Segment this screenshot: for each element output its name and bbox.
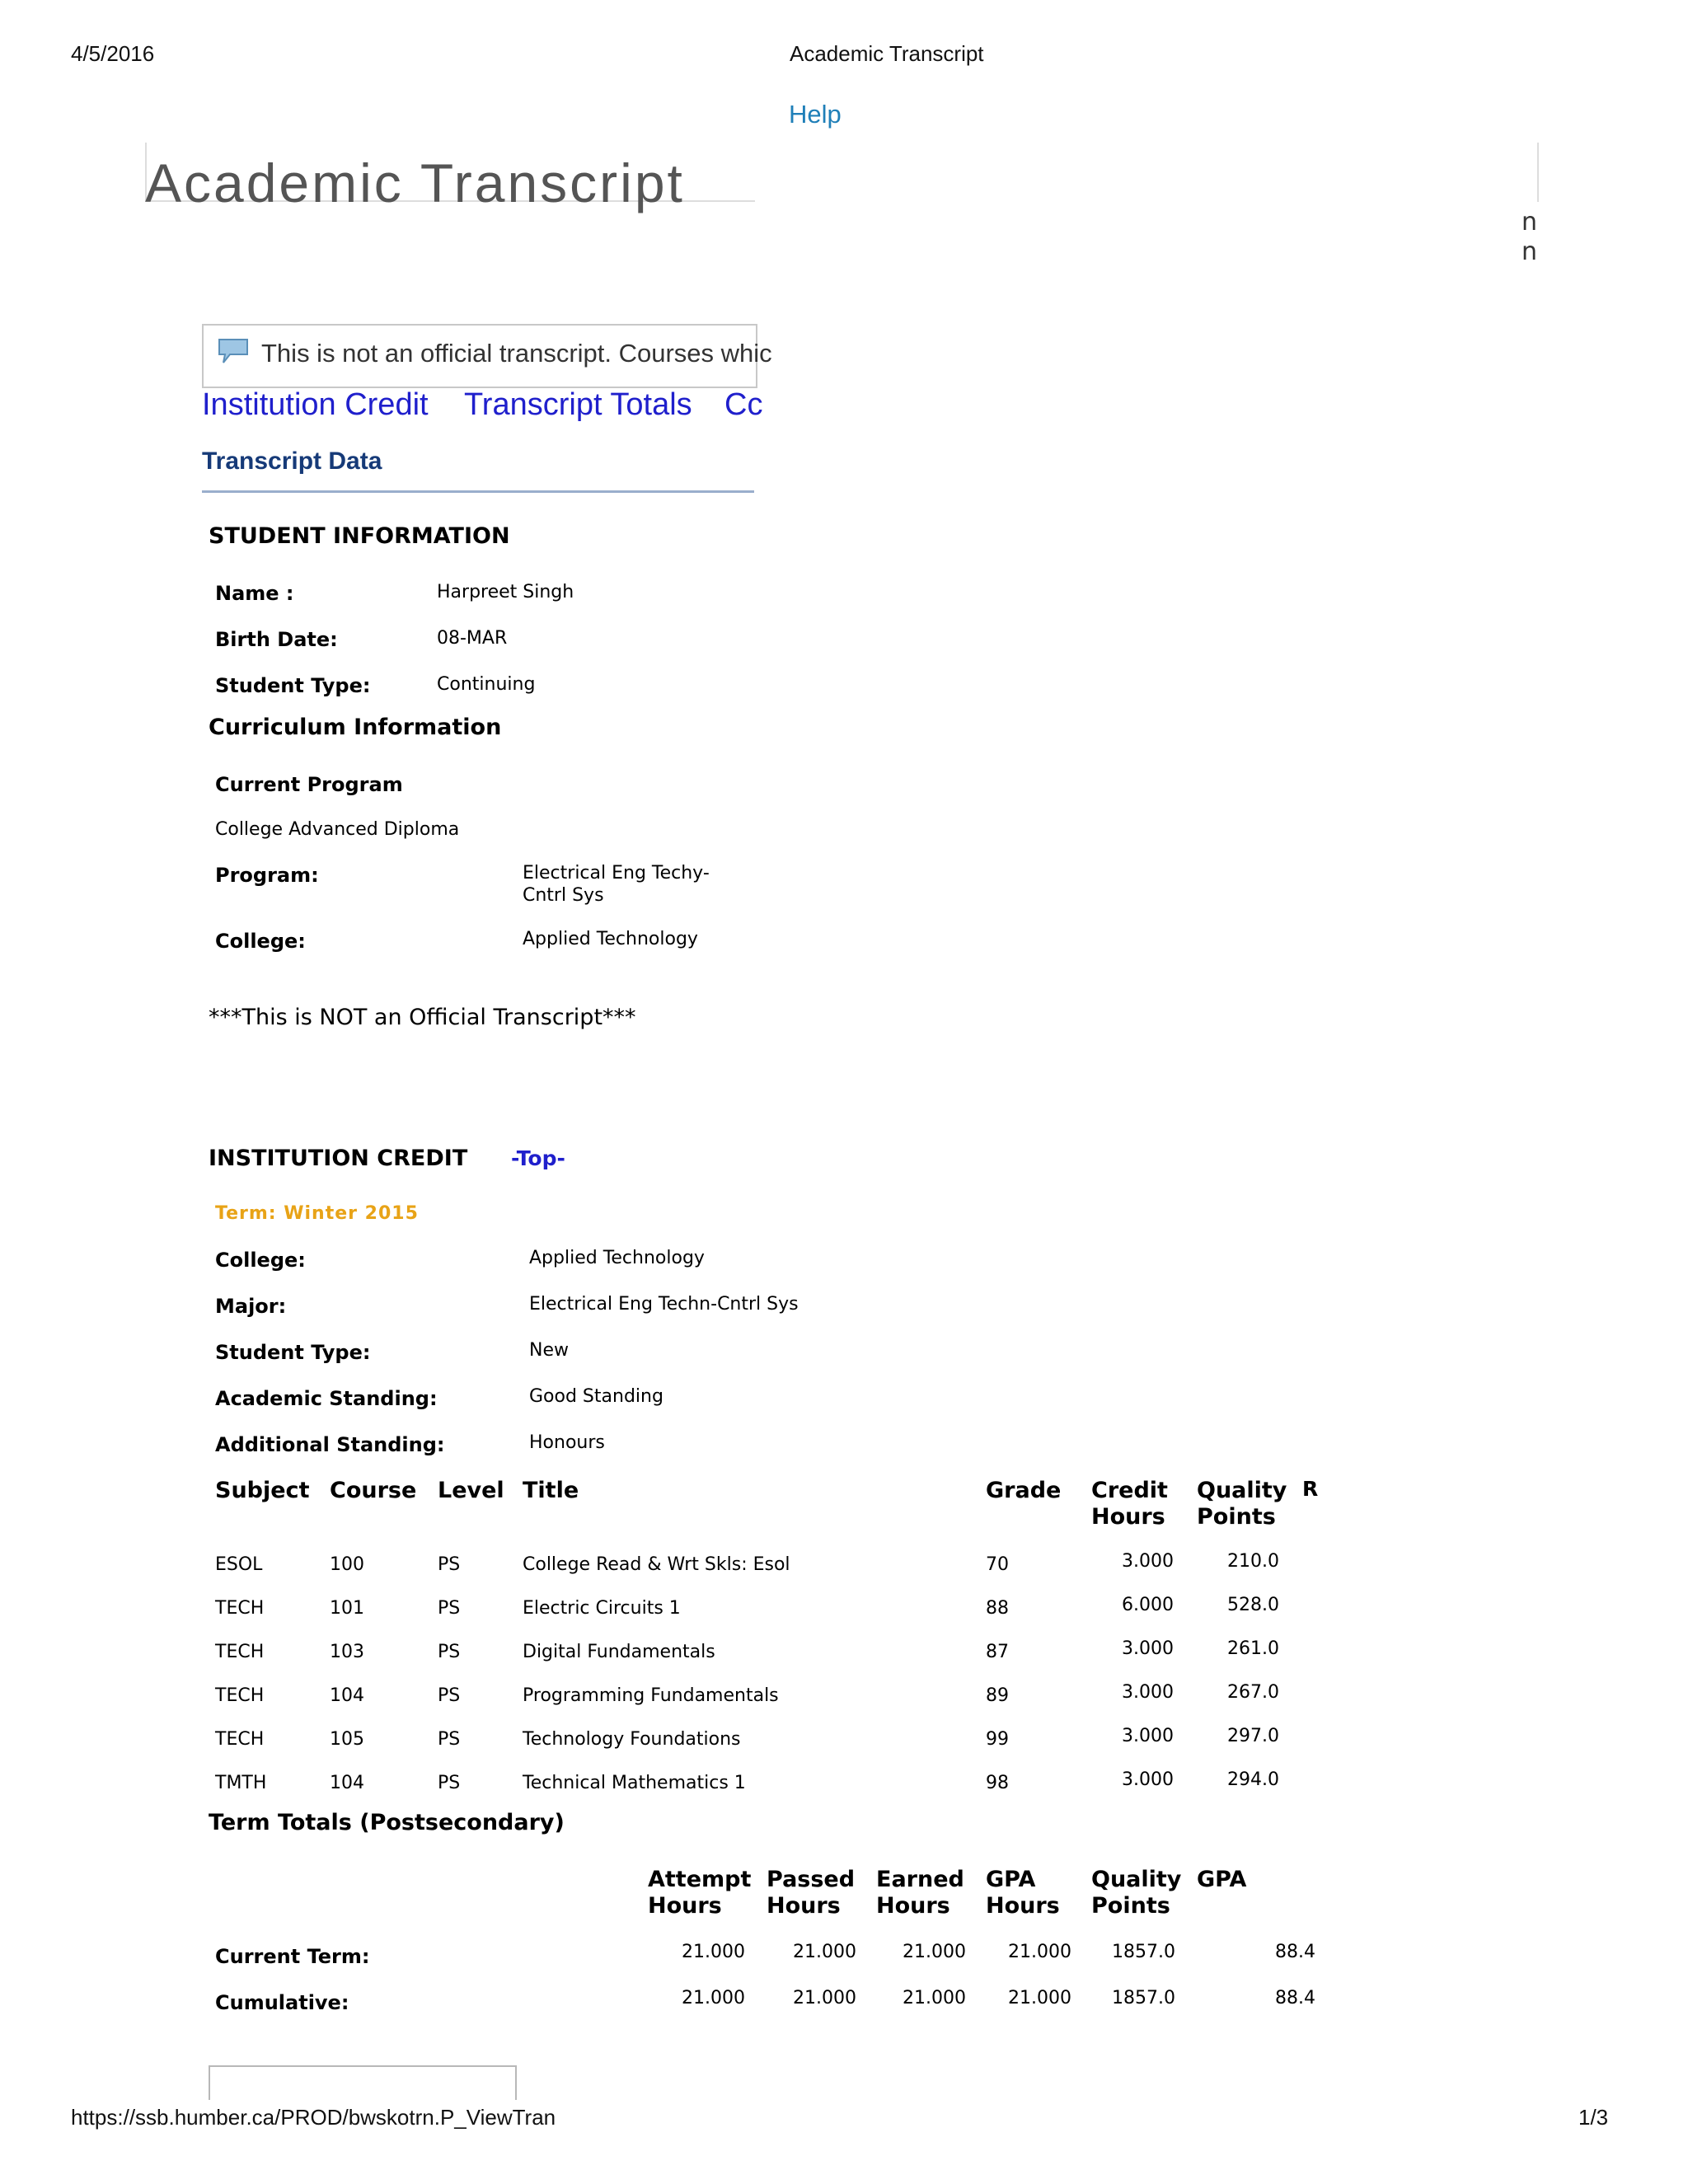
print-date: 4/5/2016 <box>71 41 155 66</box>
totals-earned: 21.000 <box>903 1988 966 2008</box>
totals-col-header-line1: Passed <box>767 1867 856 1892</box>
not-official-notice: ***This is NOT an Official Transcript*** <box>209 1005 636 1030</box>
program-value-line1: Electrical Eng Techy- <box>523 863 710 883</box>
clipped-glyph: n <box>1522 208 1538 237</box>
row-credit-hours: 6.000 <box>1122 1595 1174 1615</box>
row-course: 103 <box>330 1642 364 1662</box>
row-quality-points: 528.0 <box>1227 1595 1279 1615</box>
page-title: Academic Transcript <box>145 152 685 213</box>
row-quality-points: 297.0 <box>1227 1726 1279 1746</box>
ic-college-label: College: <box>215 1249 306 1272</box>
title-frame-right <box>1537 143 1539 202</box>
totals-col-header <box>767 1867 855 1919</box>
totals-col-header <box>1197 1867 1246 1893</box>
totals-passed: 21.000 <box>793 1988 856 2008</box>
notice-text: This is not an official transcript. Courses whic <box>261 339 772 368</box>
term-totals-heading: Term Totals (Postsecondary) <box>209 1810 565 1835</box>
row-subject: TECH <box>215 1729 265 1750</box>
totals-col-header-line1: Quality <box>1091 1867 1182 1892</box>
row-grade: 99 <box>986 1729 1009 1750</box>
row-level: PS <box>438 1642 461 1662</box>
additional-standing-value: Honours <box>529 1432 605 1453</box>
row-level: PS <box>438 1729 461 1750</box>
row-level: PS <box>438 1598 461 1619</box>
row-credit-hours: 3.000 <box>1122 1551 1174 1572</box>
term-label: Term: Winter 2015 <box>215 1203 419 1224</box>
row-subject: TECH <box>215 1598 265 1619</box>
birth-date-label: Birth Date: <box>215 628 338 651</box>
college-value: Applied Technology <box>523 929 698 949</box>
col-subject: Subject <box>215 1478 310 1503</box>
institution-credit-heading: INSTITUTION CREDIT <box>209 1146 468 1171</box>
totals-col-header-line2: Hours <box>767 1893 841 1919</box>
current-program-label: Current Program <box>215 773 403 796</box>
row-credit-hours: 3.000 <box>1122 1726 1174 1746</box>
totals-row-label: Cumulative: <box>215 1991 349 2014</box>
col-credit-line1: Credit <box>1091 1478 1168 1503</box>
program-label: Program: <box>215 864 319 887</box>
totals-col-header-line1: GPA <box>1197 1867 1247 1892</box>
academic-standing-value: Good Standing <box>529 1386 663 1407</box>
student-type-label: Student Type: <box>215 674 371 697</box>
print-page-number: 1/3 <box>1578 2105 1609 2130</box>
cut-off-box <box>209 2065 517 2100</box>
totals-gpa: 88.4 <box>1275 1942 1315 1962</box>
row-quality-points: 261.0 <box>1227 1638 1279 1659</box>
name-value: Harpreet Singh <box>437 582 574 602</box>
row-title: Technical Mathematics 1 <box>523 1773 746 1793</box>
row-level: PS <box>438 1773 461 1793</box>
totals-col-header-line2: Hours <box>986 1893 1060 1919</box>
section-rule <box>202 490 754 493</box>
row-course: 104 <box>330 1773 364 1793</box>
row-title: College Read & Wrt Skls: Esol <box>523 1554 790 1575</box>
row-credit-hours: 3.000 <box>1122 1682 1174 1703</box>
totals-col-header <box>648 1867 751 1919</box>
row-grade: 87 <box>986 1642 1009 1662</box>
curriculum-heading: Curriculum Information <box>209 715 502 740</box>
row-quality-points: 294.0 <box>1227 1769 1279 1790</box>
totals-earned: 21.000 <box>903 1942 966 1962</box>
totals-col-header <box>986 1867 1060 1919</box>
col-level: Level <box>438 1478 504 1503</box>
nav-institution-credit[interactable]: Institution Credit <box>202 387 429 422</box>
totals-gpa: 88.4 <box>1275 1988 1315 2008</box>
speech-bubble-icon <box>217 337 250 368</box>
totals-col-header-line2: Hours <box>648 1893 722 1919</box>
row-quality-points: 210.0 <box>1227 1551 1279 1572</box>
totals-points: 1857.0 <box>1112 1988 1175 2008</box>
birth-date-value: 08-MAR <box>437 628 508 649</box>
row-subject: ESOL <box>215 1554 263 1575</box>
totals-passed: 21.000 <box>793 1942 856 1962</box>
notice-box <box>202 324 772 388</box>
student-type-value: Continuing <box>437 674 536 695</box>
row-title: Digital Fundamentals <box>523 1642 715 1662</box>
ic-student-type-value: New <box>529 1340 569 1361</box>
help-link[interactable]: Help <box>789 100 842 129</box>
row-grade: 89 <box>986 1685 1009 1706</box>
row-level: PS <box>438 1554 461 1575</box>
totals-row-label: Current Term: <box>215 1945 370 1968</box>
totals-col-header-line2: Points <box>1091 1893 1170 1919</box>
row-grade: 98 <box>986 1773 1009 1793</box>
totals-col-header-line1: GPA <box>986 1867 1036 1892</box>
row-grade: 70 <box>986 1554 1009 1575</box>
totals-col-header-line2: Hours <box>876 1893 950 1919</box>
row-subject: TECH <box>215 1685 265 1706</box>
nav-links <box>202 386 763 427</box>
row-grade: 88 <box>986 1598 1009 1619</box>
ic-student-type-label: Student Type: <box>215 1341 371 1364</box>
row-level: PS <box>438 1685 461 1706</box>
col-quality-points <box>1197 1478 1287 1530</box>
row-course: 101 <box>330 1598 364 1619</box>
row-quality-points: 267.0 <box>1227 1682 1279 1703</box>
totals-col-header-line1: Earned <box>876 1867 964 1892</box>
nav-clipped[interactable]: Cc <box>724 387 763 422</box>
col-quality-line1: Quality <box>1197 1478 1287 1503</box>
clipped-glyph: n <box>1522 237 1538 266</box>
col-quality-line2: Points <box>1197 1504 1276 1530</box>
nav-transcript-totals[interactable]: Transcript Totals <box>464 387 692 422</box>
col-title: Title <box>523 1478 579 1503</box>
row-subject: TMTH <box>215 1773 267 1793</box>
totals-gpa-hours: 21.000 <box>1008 1988 1071 2008</box>
print-url: https://ssb.humber.ca/PROD/bwskotrn.P_ViewTran <box>71 2105 556 2130</box>
print-title: Academic Transcript <box>790 41 984 66</box>
totals-attempt: 21.000 <box>682 1942 745 1962</box>
row-credit-hours: 3.000 <box>1122 1769 1174 1790</box>
totals-points: 1857.0 <box>1112 1942 1175 1962</box>
ic-college-value: Applied Technology <box>529 1248 705 1268</box>
col-grade: Grade <box>986 1478 1062 1503</box>
row-course: 105 <box>330 1729 364 1750</box>
col-credit-line2: Hours <box>1091 1504 1165 1530</box>
col-r: R <box>1302 1477 1319 1501</box>
ic-major-label: Major: <box>215 1295 287 1318</box>
name-label: Name : <box>215 582 294 605</box>
top-link[interactable]: -Top- <box>511 1146 565 1170</box>
row-title: Technology Foundations <box>523 1729 741 1750</box>
row-title: Electric Circuits 1 <box>523 1598 681 1619</box>
col-course: Course <box>330 1478 417 1503</box>
totals-col-header <box>1091 1867 1181 1919</box>
additional-standing-label: Additional Standing: <box>215 1433 445 1456</box>
totals-attempt: 21.000 <box>682 1988 745 2008</box>
row-credit-hours: 3.000 <box>1122 1638 1174 1659</box>
row-course: 104 <box>330 1685 364 1706</box>
student-info-heading: STUDENT INFORMATION <box>209 523 510 549</box>
row-course: 100 <box>330 1554 364 1575</box>
ic-major-value: Electrical Eng Techn-Cntrl Sys <box>529 1294 799 1315</box>
totals-col-header <box>876 1867 964 1919</box>
transcript-data-link[interactable]: Transcript Data <box>202 448 382 475</box>
totals-col-header-line1: Attempt <box>648 1867 752 1892</box>
row-subject: TECH <box>215 1642 265 1662</box>
current-program-value: College Advanced Diploma <box>215 819 460 840</box>
row-title: Programming Fundamentals <box>523 1685 779 1706</box>
college-label: College: <box>215 930 306 953</box>
totals-gpa-hours: 21.000 <box>1008 1942 1071 1962</box>
col-credit-hours <box>1091 1478 1168 1530</box>
program-value-line2: Cntrl Sys <box>523 885 604 906</box>
academic-standing-label: Academic Standing: <box>215 1387 438 1410</box>
